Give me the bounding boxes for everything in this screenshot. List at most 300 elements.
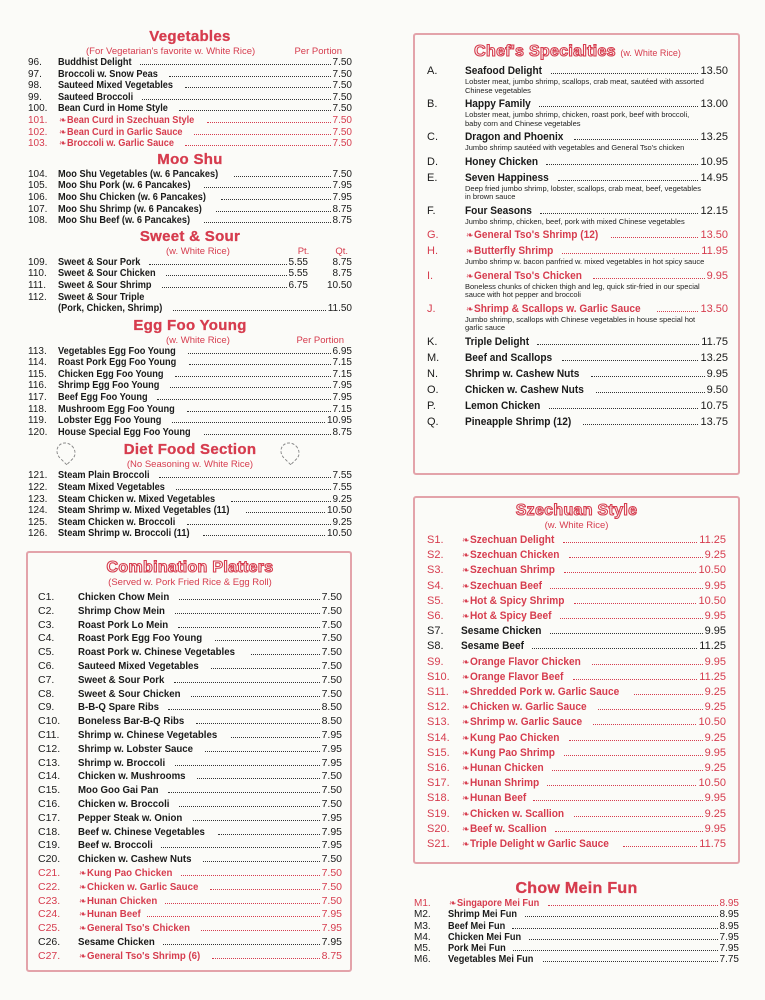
szechuan-style-box — [413, 496, 740, 864]
dot-leader — [181, 875, 319, 876]
item-number: P. — [427, 399, 436, 412]
item-price: 7.95 — [332, 380, 352, 392]
item-price: 13.00 — [700, 98, 728, 110]
item-number: C6. — [38, 659, 55, 672]
item-price: 7.50 — [321, 797, 342, 810]
hot-pepper-icon: ❧ — [462, 702, 470, 713]
item-price: 7.50 — [321, 687, 342, 700]
menu-item — [427, 65, 728, 95]
item-number: C20. — [38, 853, 61, 866]
item-name: Sweet & Sour Pork — [78, 673, 165, 686]
dot-leader — [161, 847, 319, 848]
dot-leader — [179, 110, 330, 111]
item-price: 8.75 — [321, 949, 342, 962]
hot-pepper-icon: ❧ — [462, 747, 470, 758]
item-price: 7.50 — [332, 91, 352, 103]
item-name: Sauteed Broccoli — [58, 91, 134, 103]
item-price: 11.95 — [701, 245, 728, 257]
item-price: 9.25 — [332, 493, 352, 505]
item-number: 116. — [28, 380, 47, 392]
list-item — [427, 172, 728, 185]
dot-leader — [188, 353, 331, 354]
chow-mein-fun-title: Chow Mein Fun — [515, 880, 638, 897]
item-price: 10.50 — [326, 528, 352, 540]
item-number: C13. — [38, 756, 61, 769]
item-price: 9.50 — [706, 383, 728, 396]
dot-leader — [592, 664, 703, 665]
dot-leader — [611, 237, 699, 238]
pt-label: Pt. — [297, 245, 310, 257]
item-price: 7.50 — [332, 114, 352, 126]
item-name: Shrimp & Scallops w. Garlic Sauce — [473, 302, 641, 315]
combination-platters-box — [26, 551, 352, 972]
list-item — [414, 898, 739, 909]
hot-pepper-icon: ❧ — [462, 763, 470, 774]
dot-leader — [593, 724, 696, 725]
dot-leader — [169, 76, 331, 77]
hot-pepper-icon: ❧ — [462, 778, 470, 789]
item-name: Seafood Delight — [465, 65, 543, 77]
moo-shu-section — [28, 151, 352, 227]
item-number: C8. — [38, 687, 55, 700]
list-item — [427, 384, 728, 397]
list-item — [38, 784, 342, 798]
item-price: 7.50 — [321, 880, 342, 893]
egg-foo-young-list — [28, 346, 352, 439]
item-description: Jumbo shrimp sautéed with vegetables and General Tso's chicken — [465, 143, 685, 152]
sweet-sour-subtitle: (w. White Rice) — [166, 245, 230, 257]
item-number: 105. — [28, 180, 48, 192]
egg-foo-young-subtitle: (w. White Rice) — [166, 334, 230, 346]
item-name: Moo Shu Shrimp (w. 6 Pancakes) — [58, 203, 202, 215]
item-name: Chicken w. Garlic Sauce — [86, 880, 198, 893]
list-item — [28, 115, 352, 127]
dot-leader — [212, 958, 320, 959]
item-number: K. — [427, 335, 438, 348]
item-number: S17. — [427, 777, 450, 790]
combination-title: Combination Platters — [106, 559, 274, 576]
list-item — [28, 103, 352, 115]
hot-pepper-icon: ❧ — [462, 687, 470, 698]
dot-leader — [218, 834, 320, 835]
menu-item — [427, 368, 728, 381]
item-name: Shredded Pork w. Garlic Sauce — [469, 686, 619, 699]
price-pint: 6.75 — [288, 279, 308, 291]
item-number: C16. — [38, 797, 61, 810]
item-number: 119. — [28, 415, 47, 427]
item-name: Shrimp Egg Foo Young — [58, 380, 160, 392]
item-price: 9.25 — [704, 807, 726, 820]
list-item — [427, 655, 726, 670]
item-name: Boneless Bar-B-Q Ribs — [78, 715, 185, 728]
item-name: Sweet & Sour Chicken — [58, 268, 156, 280]
item-name: Vegetables Egg Foo Young — [58, 345, 176, 357]
item-name: Hot & Spicy Beef — [469, 610, 552, 623]
item-name: Lobster Egg Foo Young — [58, 415, 162, 427]
item-price: 8.50 — [321, 701, 342, 714]
list-item — [38, 729, 342, 743]
dot-leader — [203, 861, 319, 862]
dot-leader — [550, 588, 703, 589]
item-name: Hunan Shrimp — [469, 777, 539, 790]
item-number: 97. — [28, 68, 42, 80]
hot-pepper-icon: ❧ — [79, 923, 87, 934]
item-name: Orange Flavor Beef — [469, 670, 563, 683]
list-item — [28, 268, 352, 280]
dot-leader — [147, 916, 320, 917]
item-price: 7.50 — [321, 894, 342, 907]
dot-leader — [547, 785, 697, 786]
item-number: 101. — [28, 114, 48, 126]
menu-item — [427, 270, 728, 300]
item-name: Sesame Chicken — [461, 625, 542, 638]
chef-list — [427, 65, 728, 429]
item-name: Chicken w. Garlic Sauce — [469, 701, 587, 714]
item-price: 11.75 — [699, 838, 726, 851]
list-item — [38, 950, 342, 964]
dot-leader — [564, 755, 703, 756]
item-name: Chicken w. Cashew Nuts — [78, 853, 192, 866]
item-price: 10.50 — [698, 716, 726, 729]
item-price: 7.15 — [332, 357, 352, 369]
list-item — [28, 357, 352, 369]
item-price: 9.25 — [704, 686, 726, 699]
dot-leader — [543, 961, 718, 962]
hot-pepper-icon: ❧ — [462, 580, 470, 591]
list-item — [427, 400, 728, 413]
item-name: Steam Shrimp w. Mixed Vegetables (11) — [58, 505, 230, 517]
dot-leader — [234, 176, 330, 177]
dot-leader — [140, 64, 331, 65]
item-name: B-B-Q Spare Ribs — [78, 701, 160, 714]
dot-leader — [174, 682, 320, 683]
item-price: 7.50 — [321, 646, 342, 659]
item-number: 110. — [28, 268, 47, 280]
item-number: S1. — [427, 534, 444, 546]
menu-item — [427, 131, 728, 153]
dot-leader — [187, 524, 330, 525]
dot-leader — [179, 599, 319, 600]
dot-leader — [157, 399, 330, 400]
item-number: S4. — [427, 579, 444, 592]
hot-pepper-icon: ❧ — [79, 895, 87, 906]
item-number: S21. — [427, 838, 450, 851]
list-item — [427, 533, 726, 548]
item-price: 9.25 — [704, 731, 726, 744]
item-name: Hunan Beef — [86, 908, 141, 921]
item-name: Roast Pork w. Chinese Vegetables — [78, 646, 235, 659]
item-name: Buddhist Delight — [58, 57, 132, 68]
price-pint: 5.55 — [288, 256, 308, 268]
item-name: Seven Happiness — [465, 171, 549, 184]
item-name: Mushroom Egg Foo Young — [58, 403, 175, 415]
dot-leader — [537, 344, 700, 345]
item-price: 6.95 — [332, 345, 352, 357]
list-item — [28, 404, 352, 416]
dot-leader — [193, 820, 319, 821]
list-item — [427, 205, 728, 218]
item-number: N. — [427, 367, 438, 380]
list-item — [38, 591, 342, 605]
item-name: Moo Goo Gai Pan — [78, 784, 159, 797]
list-item — [28, 204, 352, 216]
hot-pepper-icon: ❧ — [462, 595, 470, 606]
item-price: 7.15 — [332, 403, 352, 415]
list-item — [414, 932, 739, 943]
item-name: House Special Egg Foo Young — [58, 426, 191, 438]
list-item — [38, 632, 342, 646]
item-description: Lobster meat, jumbo shrimp, scallops, crab meat, sautéed with assorted Chinese vegetables — [465, 77, 704, 95]
item-number: C27. — [38, 949, 61, 962]
dot-leader — [165, 903, 320, 904]
item-number: 114. — [28, 357, 47, 369]
list-item — [28, 169, 352, 181]
list-item — [38, 881, 342, 895]
item-number: S10. — [427, 670, 450, 683]
item-name: Kung Pao Chicken — [86, 866, 172, 879]
list-item — [38, 605, 342, 619]
list-item — [38, 922, 342, 936]
item-name: Moo Shu Beef (w. 6 Pancakes) — [58, 215, 191, 227]
item-number: M5. — [414, 943, 431, 955]
item-number: 115. — [28, 368, 47, 380]
item-price: 7.50 — [332, 57, 352, 68]
menu-item — [427, 245, 728, 267]
item-name: Beef w. Scallion — [469, 822, 547, 835]
item-number: S8. — [427, 640, 444, 653]
list-item — [28, 427, 352, 439]
chefs-specialties-box — [413, 33, 740, 475]
dot-leader — [623, 846, 698, 847]
item-number: S16. — [427, 762, 450, 775]
dot-leader — [560, 618, 702, 619]
dot-leader — [513, 950, 718, 951]
item-price: 13.25 — [700, 351, 728, 364]
item-price: 13.50 — [700, 229, 728, 241]
item-name: Triple Delight w Garlic Sauce — [469, 838, 609, 851]
item-number: 122. — [28, 482, 48, 494]
menu-item — [427, 384, 728, 397]
item-name: Chicken w. Scallion — [469, 807, 564, 820]
item-number: 123. — [28, 493, 48, 505]
item-number: S7. — [427, 625, 444, 638]
vegetables-section — [28, 28, 352, 150]
menu-item — [427, 416, 728, 429]
item-name: Sesame Chicken — [78, 935, 155, 948]
item-name: Shrimp Chow Mein — [78, 604, 165, 617]
item-number: D. — [427, 155, 438, 168]
item-number: C21. — [38, 866, 61, 879]
item-price: 7.50 — [321, 770, 342, 783]
chow-mein-fun-list — [414, 898, 739, 966]
list-item — [38, 853, 342, 867]
hot-pepper-icon: ❧ — [466, 270, 474, 281]
item-name: Shrimp w. Lobster Sauce — [78, 742, 194, 755]
item-number: C1. — [38, 591, 55, 603]
item-name: Orange Flavor Chicken — [469, 655, 581, 668]
item-number: 111. — [28, 279, 46, 291]
dot-leader — [204, 187, 330, 188]
item-name: Shrimp w. Cashew Nuts — [465, 367, 580, 380]
combination-list — [38, 591, 342, 964]
item-name: Triple Delight — [465, 335, 530, 348]
item-number: 100. — [28, 103, 48, 115]
item-price: 9.95 — [706, 269, 728, 282]
item-number: F. — [427, 204, 436, 217]
dot-leader — [251, 654, 320, 655]
item-price: 7.50 — [321, 618, 342, 631]
left-column — [28, 28, 352, 540]
menu-item — [427, 205, 728, 227]
item-number: 124. — [28, 505, 48, 517]
item-price: 7.95 — [321, 908, 342, 921]
item-name: Roast Pork Egg Foo Young — [58, 357, 177, 369]
dot-leader — [231, 737, 319, 738]
item-price: 7.95 — [321, 922, 342, 935]
item-price: 7.95 — [719, 943, 739, 955]
item-name: Szechuan Delight — [469, 534, 554, 546]
item-number: C4. — [38, 632, 55, 645]
item-number: S19. — [427, 807, 450, 820]
list-item — [427, 746, 726, 761]
item-price: 8.95 — [719, 898, 739, 909]
item-price: 7.95 — [332, 191, 352, 203]
hot-pepper-icon: ❧ — [59, 126, 67, 137]
menu-item — [427, 303, 728, 333]
item-price: 10.95 — [700, 155, 728, 168]
item-name: Steam Plain Broccoli — [58, 470, 150, 482]
list-item — [28, 415, 352, 427]
list-item — [427, 609, 726, 624]
list-item — [38, 757, 342, 771]
dot-leader — [210, 889, 320, 890]
list-item — [427, 791, 726, 806]
dot-leader — [593, 278, 705, 279]
item-number: C18. — [38, 825, 61, 838]
item-number: 121. — [28, 470, 48, 482]
list-item — [427, 731, 726, 746]
item-number: O. — [427, 383, 439, 396]
item-name: General Tso's Shrimp (6) — [86, 949, 200, 962]
dot-leader — [563, 542, 697, 543]
vegetables-subtitle: (For Vegetarian's favorite w. White Rice) — [86, 46, 256, 57]
item-number: C23. — [38, 894, 61, 907]
item-description: Jumbo shrimp w. bacon panfried w. mixed vegetables in hot spicy sauce — [465, 257, 705, 266]
chow-mein-fun-section — [414, 880, 739, 966]
item-name: Chicken Chow Mein — [78, 591, 170, 603]
list-item — [28, 257, 352, 269]
egg-foo-young-title: Egg Foo Young — [133, 316, 247, 334]
list-item — [427, 156, 728, 169]
item-price: 7.95 — [321, 935, 342, 948]
dot-leader — [551, 73, 699, 74]
dot-leader — [162, 287, 287, 288]
item-price: 9.95 — [704, 792, 726, 805]
list-item — [28, 215, 352, 227]
egg-foo-young-per-portion: Per Portion — [296, 334, 344, 346]
list-item — [414, 954, 739, 965]
item-name: Hot & Spicy Shrimp — [469, 594, 565, 607]
list-item — [427, 807, 726, 822]
list-item — [38, 812, 342, 826]
item-name: Shrimp Mei Fun — [448, 909, 517, 921]
dot-leader — [583, 424, 699, 425]
list-item — [28, 127, 352, 139]
item-price: 10.50 — [698, 777, 726, 790]
item-price: 7.50 — [332, 68, 352, 80]
dot-leader — [172, 422, 325, 423]
item-price: 7.95 — [321, 839, 342, 852]
item-price: 7.50 — [332, 168, 352, 180]
list-item — [28, 380, 352, 392]
item-name: Moo Shu Chicken (w. 6 Pancakes) — [58, 191, 206, 203]
item-price: 7.50 — [321, 591, 342, 603]
dot-leader — [159, 477, 330, 478]
item-price: 7.95 — [321, 742, 342, 755]
item-number: S18. — [427, 792, 450, 805]
item-price: 10.50 — [326, 505, 352, 517]
menu-item — [427, 156, 728, 169]
item-number: 120. — [28, 426, 48, 438]
item-number: S14. — [427, 731, 450, 744]
item-name: Bean Curd in Home Style — [58, 103, 168, 115]
hot-pepper-icon: ❧ — [59, 114, 67, 125]
dot-leader — [596, 392, 704, 393]
item-number: S2. — [427, 549, 444, 562]
item-description: Deep fried jumbo shrimp, lobster, scallops, crab meat, beef, vegetables in brown sauce — [465, 183, 701, 201]
item-number: C19. — [38, 839, 61, 852]
menu-item — [427, 400, 728, 413]
list-item — [38, 688, 342, 702]
item-number: M1. — [414, 898, 431, 909]
item-name: Bean Curd in Garlic Sauce — [66, 126, 183, 138]
list-item — [427, 416, 728, 429]
item-price: 9.25 — [704, 549, 726, 562]
dot-leader — [142, 99, 331, 100]
list-item — [427, 352, 728, 365]
dot-leader — [166, 275, 286, 276]
item-number: 125. — [28, 516, 48, 528]
item-price: 7.95 — [332, 180, 352, 192]
price-pint: 5.55 — [288, 268, 308, 280]
item-number: B. — [427, 98, 438, 110]
hot-pepper-icon: ❧ — [462, 535, 470, 545]
diet-section — [28, 441, 352, 540]
dot-leader — [529, 939, 717, 940]
item-number: C3. — [38, 618, 55, 631]
list-item — [28, 192, 352, 204]
item-name: Bean Curd in Szechuan Style — [66, 114, 194, 126]
item-price: 7.95 — [321, 825, 342, 838]
item-price: 10.75 — [700, 399, 728, 412]
item-price: 9.95 — [704, 655, 726, 668]
item-price: 7.95 — [332, 392, 352, 404]
dot-leader — [562, 253, 700, 254]
item-name: Chicken Egg Foo Young — [58, 368, 164, 380]
item-name: Szechuan Shrimp — [469, 564, 555, 577]
dot-leader — [558, 180, 698, 181]
list-item — [28, 505, 352, 517]
list-item — [427, 670, 726, 685]
list-item — [28, 57, 352, 69]
item-name: Broccoli w. Garlic Sauce — [66, 138, 174, 150]
list-item — [414, 909, 739, 920]
item-number: 102. — [28, 126, 48, 138]
item-number: G. — [427, 229, 439, 241]
list-item: (Pork, Chicken, Shrimp) 11.50 — [58, 303, 352, 315]
item-number: S13. — [427, 716, 450, 729]
dot-leader — [246, 512, 325, 513]
